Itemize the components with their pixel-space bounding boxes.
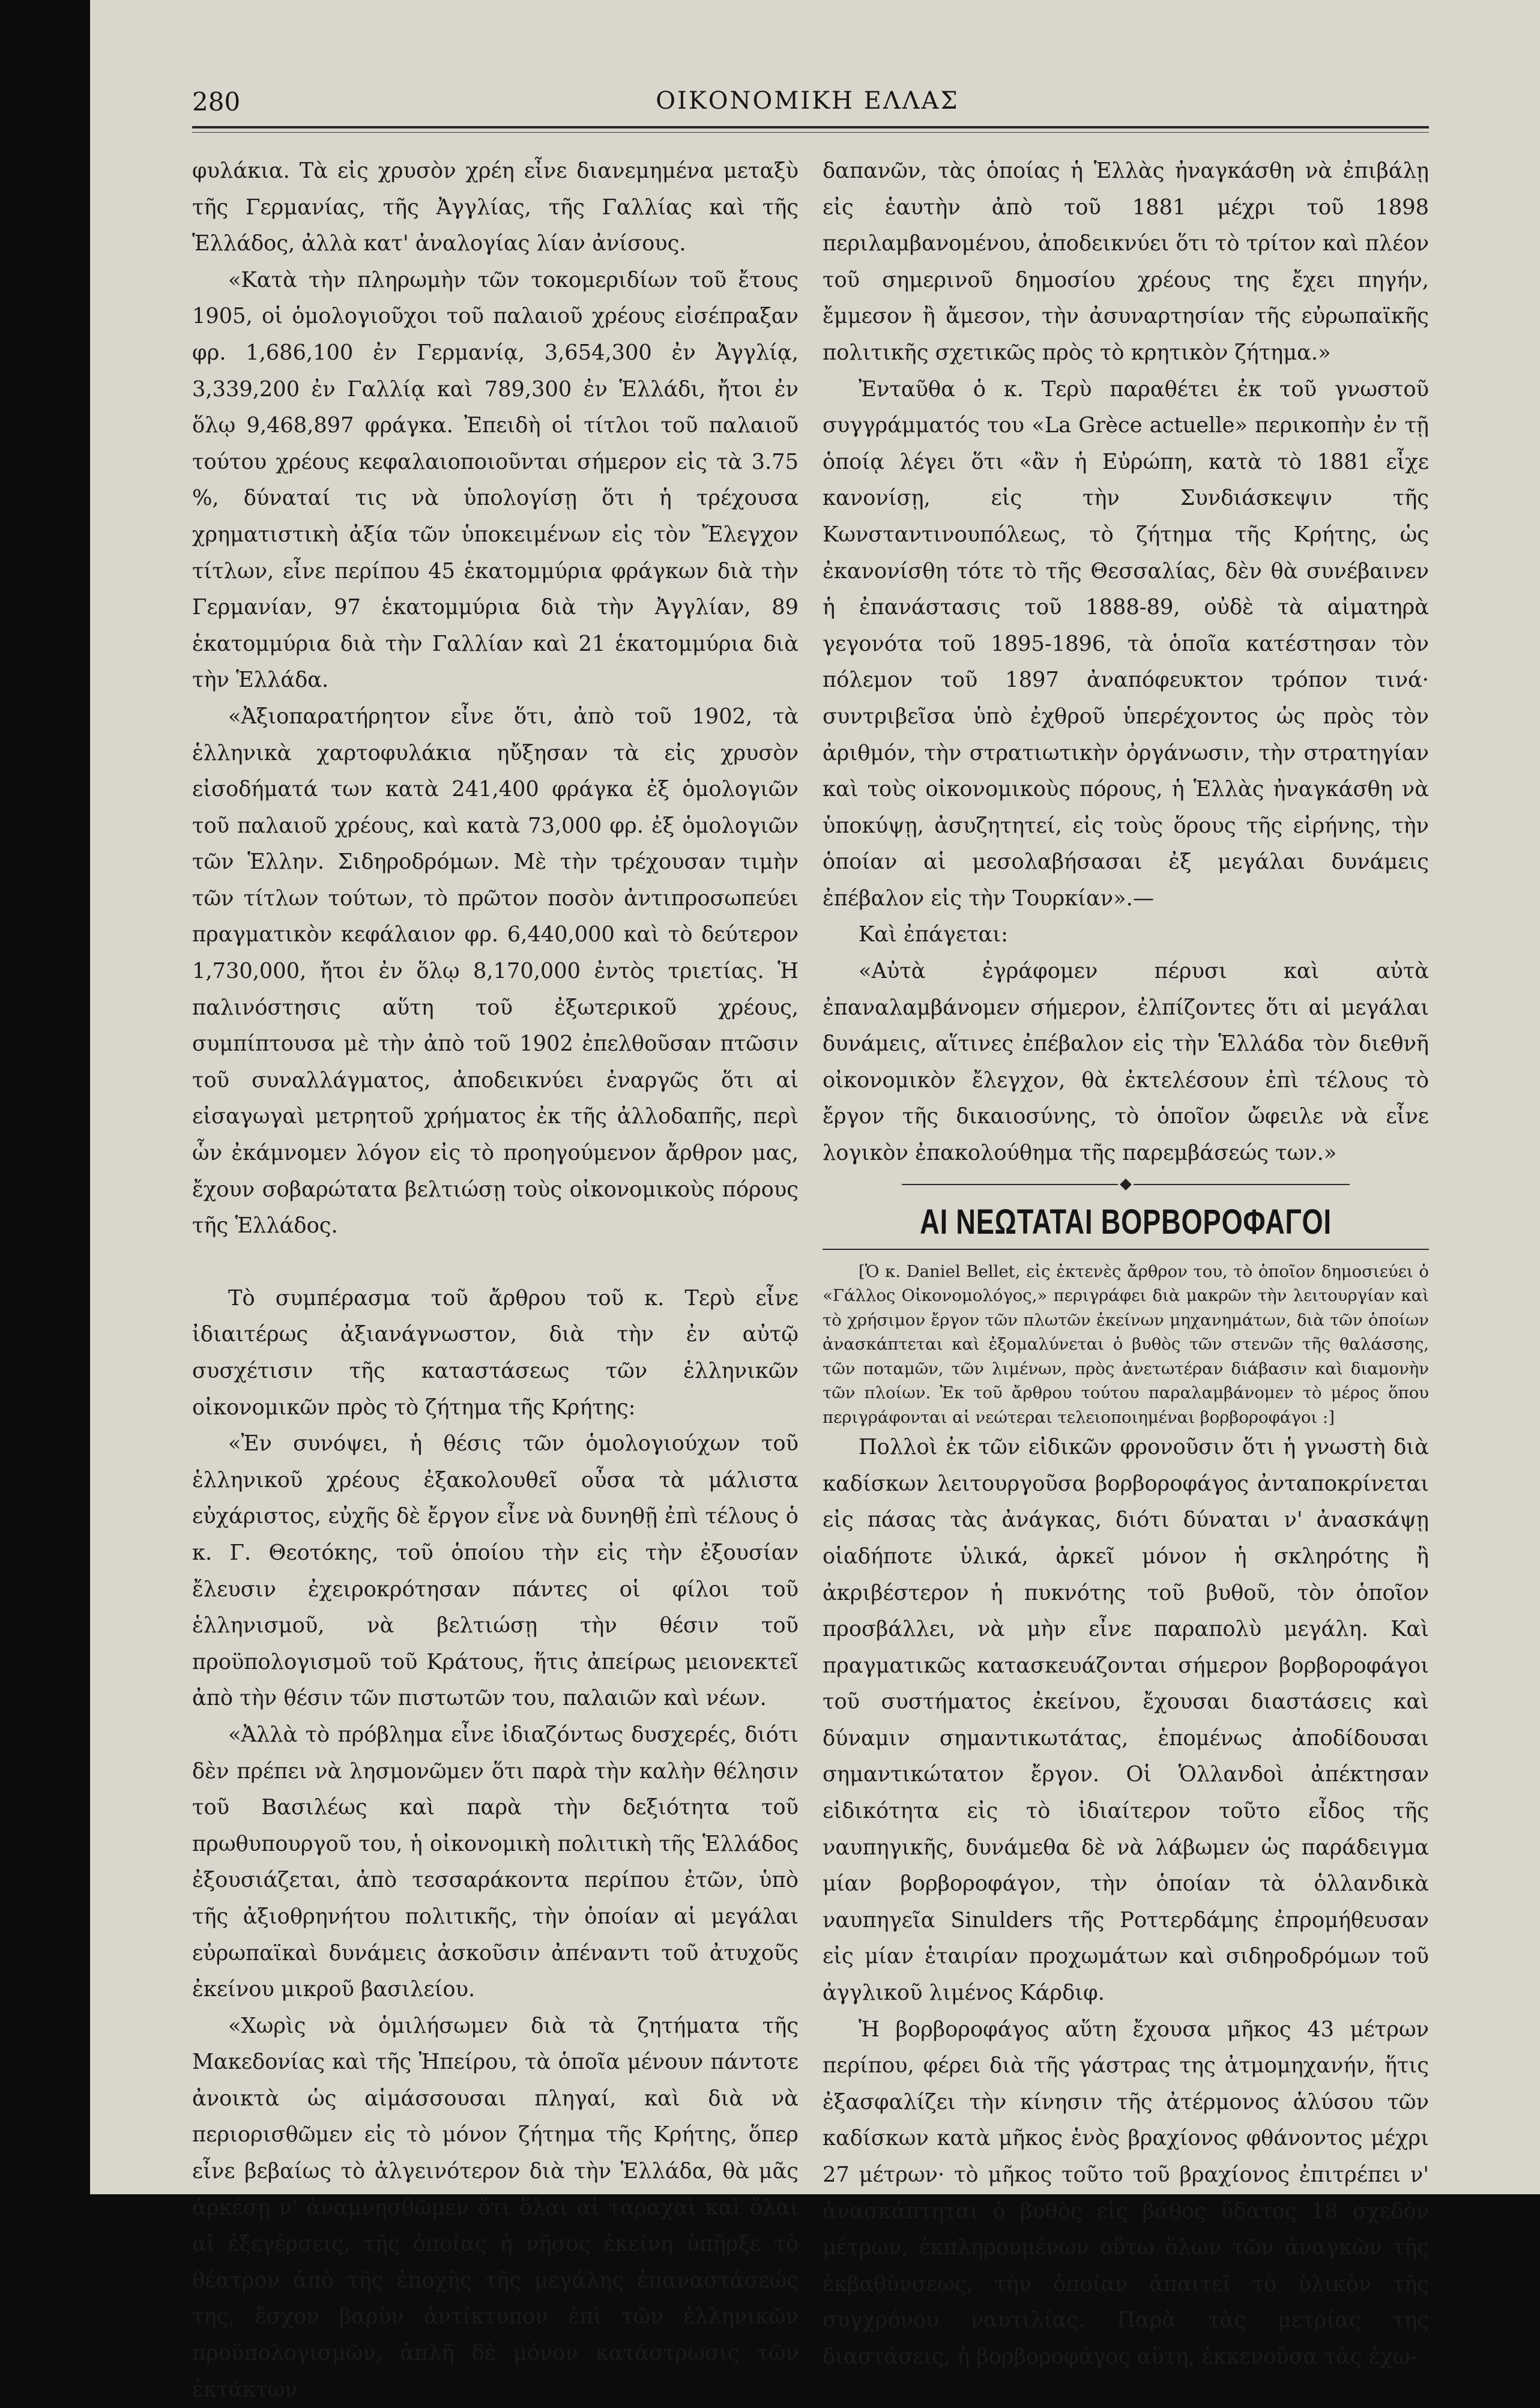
header-rule: [192, 126, 1429, 128]
paragraph: «Κατὰ τὴν πληρωμὴν τῶν τοκομεριδίων τοῦ ἔτους 1905, οἱ ὁμολογιοῦχοι τοῦ παλαιοῦ χρέους εἰσέπραξαν φρ. 1,686,100 ἐν Γερμανίᾳ, 3,654,300 ἐν Ἀγγλίᾳ, 3,339,200 ἐν Γαλλίᾳ καὶ 789,300 ἐν Ἑλλάδι, ἤτοι ἐν ὅλῳ 9,468,897 φράγκα. Ἐπειδὴ οἱ τίτλοι τοῦ παλαιοῦ τούτου χρέους κεφαλαιοποιοῦνται σήμερον εἰς τὰ 3.75 %, δύναταί τις νὰ ὑπολογίσῃ ὅτι ἡ τρέχουσα χρηματιστικὴ ἀξία τῶν ὑποκειμένων εἰς τὸν Ἔλεγχον τίτλων, εἶνε περίπου 45 ἑκατομμύρια φράγκων διὰ τὴν Γερμανίαν, 97 ἑκατομμύρια διὰ τὴν Ἀγγλίαν, 89 ἑκατομμύρια διὰ τὴν Γαλλίαν καὶ 21 ἑκατομμύρια διὰ τὴν Ἑλλάδα.: [192, 267, 799, 693]
paragraph: Τὸ συμπέρασμα τοῦ ἄρθρου τοῦ κ. Τερὺ εἶνε ἰδιαιτέρως ἀξιανάγνωστον, διὰ τὴν ἐν αὐτῷ συσχέτισιν τῆς καταστάσεως τῶν ἑλληνικῶν οἰκονομικῶν πρὸς τὸ ζήτημα τῆς Κρήτης:: [192, 1285, 799, 1420]
editor-note: [Ὁ κ. Daniel Bellet, εἰς ἐκτενὲς ἄρθρον του, τὸ ὁποῖον δημοσιεύει ὁ «Γάλλος Οἰκονομολόγος,» περιγράφει διὰ μακρῶν τὴν λειτουργίαν καὶ τὸ χρήσιμον ἔργον τῶν πλωτῶν ἐκείνων μηχανημάτων, διὰ τῶν ὁποίων ἀνασκάπτεται καὶ ἐξομαλύνεται ὁ βυθὸς τῶν στενῶν τῆς θαλάσσης, τῶν ποταμῶν, τῶν λιμένων, πρὸς ἀνετωτέραν διάβασιν καὶ διαμονὴν τῶν πλοίων. Ἐκ τοῦ ἄρθρου τούτου παραλαμβάνομεν τὸ μέρος ὅπου περιγράφονται αἱ νεώτεραι τελειοποιημέναι βορβοροφάγοι :]: [823, 1261, 1429, 1427]
section-divider: [823, 1175, 1429, 1193]
paragraph: Καὶ ἐπάγεται:: [859, 922, 1008, 947]
article-title: ΑΙ ΝΕΩΤΑΤΑΙ ΒΟΡΒΟΡΟΦΑΓΟΙ: [920, 1202, 1332, 1242]
paragraph: Ἐνταῦθα ὁ κ. Τερὺ παραθέτει ἐκ τοῦ γνωστοῦ συγγράμματός του «La Grèce actuelle» περικοπὴν ἐν τῇ ὁποίᾳ λέγει ὅτι «ἂν ἡ Εὐρώπη, κατὰ τὸ 1881 εἶχε κανονίσῃ, εἰς τὴν Συνδιάσκεψιν τῆς Κωνσταντινουπόλεως, τὸ ζήτημα τῆς Κρήτης, ὡς ἐκανονίσθη τότε τὸ τῆς Θεσσαλίας, δὲν θὰ συνέβαινεν ἡ ἐπανάστασις τοῦ 1888-89, οὐδὲ τὰ αἱματηρὰ γεγονότα τοῦ 1895-1896, τὰ ὁποῖα κατέστησαν τὸν πόλεμον τοῦ 1897 ἀναπόφευκτον τρόπον τινά· συντριβεῖσα ὑπὸ ἐχθροῦ ὑπερέχοντος ὡς πρὸς τὸν ἀριθμόν, τὴν στρατιωτικὴν ὀργάνωσιν, τὴν στρατηγίαν καὶ τοὺς οἰκονομικοὺς πόρους, ἡ Ἑλλὰς ἠναγκάσθη νὰ ὑποκύψῃ, ἀσυζητητεί, εἰς τοὺς ὅρους τῆς εἰρήνης, τὴν ὁποίαν αἱ μεσολαβήσασαι ἐξ μεγάλαι δυνάμεις ἐπέβαλον εἰς τὴν Τουρκίαν».—: [823, 376, 1429, 911]
left-column: [192, 153, 799, 2402]
right-column: [823, 153, 1429, 2369]
paragraph: δαπανῶν, τὰς ὁποίας ἡ Ἑλλὰς ἠναγκάσθη νὰ ἐπιβάλῃ εἰς ἑαυτὴν ἀπὸ τοῦ 1881 μέχρι τοῦ 1898 περιλαμβανομένου, ἀποδεικνύει ὅτι τὸ τρίτον καὶ πλέον τοῦ σημερινοῦ δημοσίου χρέους της ἔχει πηγήν, ἔμμεσον ἢ ἄμεσον, τὴν ἀσυναρτησίαν τῆς εὐρωπαϊκῆς πολιτικῆς σχετικῶς πρὸς τὸ κρητικὸν ζήτημα.»: [823, 158, 1429, 365]
divider-line: [1134, 1184, 1350, 1185]
paragraph: Πολλοὶ ἐκ τῶν εἰδικῶν φρονοῦσιν ὅτι ἡ γνωστὴ διὰ καδίσκων λειτουργοῦσα βορβοροφάγος ἀνταποκρίνεται εἰς πάσας τὰς ἀνάγκας, διότι δύναται ν' ἀνασκάψῃ οἱαδήποτε ὑλικά, ἀρκεῖ μόνον ἡ σκληρότης ἢ ἀκριβέστερον ἡ πυκνότης τοῦ βυθοῦ, τὸν ὁποῖον προσβάλλει, νὰ μὴν εἶνε παραπολὺ μεγάλη. Καὶ πραγματικῶς κατασκευάζονται σήμερον βορβοροφάγοι τοῦ συστήματος ἐκείνου, ἔχουσαι διαστάσεις καὶ δύναμιν σημαντικωτάτας, ἑπομένως ἀποδίδουσαι σημαντικώτατον ἔργον. Οἱ Ὁλλανδοὶ ἀπέκτησαν εἰδικότητα εἰς τὸ ἰδιαίτερον τοῦτο εἶδος τῆς ναυπηγικῆς, δυνάμεθα δὲ νὰ λάβωμεν ὡς παράδειγμα μίαν βορβοροφάγον, τὴν ὁποίαν τὰ ὁλλανδικὰ ναυπηγεῖα Sinulders τῆς Ροττερδάμης ἐπρομήθευσαν εἰς μίαν ἑταιρίαν προχωμάτων καὶ σιδηροδρόμων τοῦ ἀγγλικοῦ λιμένος Κάρδιφ.: [823, 1435, 1429, 2006]
running-title: ΟΙΚΟΝΟΜΙΚΗ ΕΛΛΑΣ: [656, 87, 959, 115]
paragraph: «Ἀξιοπαρατήρητον εἶνε ὅτι, ἀπὸ τοῦ 1902, τὰ ἑλληνικὰ χαρτοφυλάκια ηὔξησαν τὰ εἰς χρυσὸν εἰσοδήματά των κατὰ 241,400 φράγκα ἐξ ὁμολογιῶν τοῦ παλαιοῦ χρέους, καὶ κατὰ 73,000 φρ. ἐξ ὁμολογιῶν τῶν Ἑλλην. Σιδηροδρόμων. Μὲ τὴν τρέχουσαν τιμὴν τῶν τίτλων τούτων, τὸ πρῶτον ποσὸν ἀντιπροσωπεύει πραγματικὸν κεφάλαιον φρ. 6,440,000 καὶ τὸ δεύτερον 1,730,000, ἤτοι ἐν ὅλῳ 8,170,000 ἐντὸς τριετίας. Ἡ παλινόστησις αὕτη τοῦ ἐξωτερικοῦ χρέους, συμπίπτουσα μὲ τὴν ἀπὸ τοῦ 1902 ἐπελθοῦσαν πτῶσιν τοῦ συναλλάγματος, ἀποδεικνύει ἐναργῶς ὅτι αἱ εἰσαγωγαὶ μετρητοῦ χρήματος ἐκ τῆς ἀλλοδαπῆς, περὶ ὧν ἐκάμνομεν λόγον εἰς τὸ προηγούμενον ἄρθρον μας, ἔχουν σοβαρώτατα βελτιώσῃ τοὺς οἰκονομικοὺς πόρους τῆς Ἑλλάδος.: [192, 704, 799, 1239]
paragraph: «Αὐτὰ ἐγράφομεν πέρυσι καὶ αὐτὰ ἐπαναλαμβάνομεν σήμερον, ἐλπίζοντες ὅτι αἱ μεγάλαι δυνάμεις, αἵτινες ἐπέβαλον εἰς τὴν Ἑλλάδα τὸν διεθνῆ οἰκονομικὸν ἔλεγχον, θὰ ἐκτελέσουν ἐπὶ τέλους τὸ ἔργον τῆς δικαιοσύνης, τὸ ὁποῖον ὤφειλε νὰ εἶνε λογικὸν ἐπακολούθημα τῆς παρεμβάσεώς των.»: [823, 959, 1429, 1166]
paragraph: φυλάκια. Τὰ εἰς χρυσὸν χρέη εἶνε διανεμημένα μεταξὺ τῆς Γερμανίας, τῆς Ἀγγλίας, τῆς Γαλλίας καὶ τῆς Ἑλλάδος, ἀλλὰ κατ' ἀναλογίας λίαν ἀνίσους.: [192, 158, 799, 256]
paragraph: «Ἀλλὰ τὸ πρόβλημα εἶνε ἰδιαζόντως δυσχερές, διότι δὲν πρέπει νὰ λησμονῶμεν ὅτι παρὰ τὴν καλὴν θέλησιν τοῦ Βασιλέως καὶ παρὰ τὴν δεξιότητα τοῦ πρωθυπουργοῦ του, ἡ οἰκονομικὴ πολιτικὴ τῆς Ἑλλάδος ἐξουσιάζεται, ἀπὸ τεσσαράκοντα περίπου ἐτῶν, ὑπὸ τῆς ἀξιοθρηνήτου πολιτικῆς, τὴν ὁποίαν αἱ μεγάλαι εὐρωπαϊκαὶ δυνάμεις ἀσκοῦσιν ἀπέναντι τοῦ ἀτυχοῦς ἐκείνου μικροῦ βασιλείου.: [192, 1722, 799, 2002]
divider-ornament-icon: [1120, 1178, 1132, 1190]
page-number: 280: [192, 87, 241, 116]
paragraph-gap: [192, 1245, 799, 1281]
paragraph: «Χωρὶς νὰ ὁμιλήσωμεν διὰ τὰ ζητήματα τῆς Μακεδονίας καὶ τῆς Ἠπείρου, τὰ ὁποῖα μένουν πάντοτε ἀνοικτὰ ὡς αἱμάσσουσαι πληγαί, καὶ διὰ νὰ περιορισθῶμεν εἰς τὸ μόνον ζήτημα τῆς Κρήτης, ὅπερ εἶνε βεβαίως τὸ ἀλγεινότερον διὰ τὴν Ἑλλάδα, θὰ μᾶς ἀρκέσῃ ν' ἀναμνησθῶμεν ὅτι ὅλαι αἱ ταραχαὶ καὶ ὅλαι αἱ ἐξεγέρσεις, τῆς ὁποίας ἡ νῆσος ἐκείνη ὑπῆρξε τὸ θέατρον ἀπὸ τῆς ἐποχῆς τῆς μεγάλης ἐπαναστάσεώς της, ἔσχον βαρὺν ἀντίκτυπον ἐπὶ τῶν ἑλληνικῶν προϋπολογισμῶν, ἁπλῆ δὲ μόνον κατάστρωσις τῶν ἐκτάκτων: [192, 2013, 799, 2402]
paragraph: Ἡ βορβοροφάγος αὕτη ἔχουσα μῆκος 43 μέτρων περίπου, φέρει διὰ τῆς γάστρας της ἀτμομηχανήν, ἥτις ἐξασφαλίζει τὴν κίνησιν τῆς ἀτέρμονος ἁλύσου τῶν καδίσκων κατὰ μῆκος ἑνὸς βραχίονος φθάνοντος μέχρι 27 μέτρων· τὸ μῆκος τοῦτο τοῦ βραχίονος ἐπιτρέπει ν' ἀνασκάπτηται ὁ βυθὸς εἰς βάθος ὕδατος 18 σχεδὸν μέτρων, ἐκπληρουμένων οὕτω ὅλων τῶν ἀναγκῶν τῆς ἐκβαθύνσεως, τὴν ὁποίαν ἀπαιτεῖ τὸ ὑλικὸν τῆς συγχρόνου ναυτιλίας. Παρὰ τὰς μετρίας της διαστάσεις, ἡ βορβοροφάγος αὕτη, ἐκκενοῦσα τὰς ἐχω-: [823, 2017, 1429, 2369]
page: [90, 0, 1540, 2402]
title-rule: [823, 1249, 1429, 1250]
divider-line: [902, 1184, 1118, 1185]
header-rule-thin: [192, 132, 1429, 133]
paragraph: «Ἐν συνόψει, ἡ θέσις τῶν ὁμολογιούχων τοῦ ἑλληνικοῦ χρέους ἐξακολουθεῖ οὖσα τὰ μάλιστα εὐχάριστος, εὐχῆς δὲ ἔργον εἶνε νὰ δυνηθῇ ἐπὶ τέλους ὁ κ. Γ. Θεοτόκης, τοῦ ὁποίου τὴν εἰς τὴν ἐξουσίαν ἔλευσιν ἐχειροκρότησαν πάντες οἱ φίλοι τοῦ ἑλληνισμοῦ, νὰ βελτιώσῃ τὴν θέσιν τοῦ προϋπολογισμοῦ τοῦ Κράτους, ἥτις ἀπείρως μειονεκτεῖ ἀπὸ τὴν θέσιν τῶν πιστωτῶν του, παλαιῶν καὶ νέων.: [192, 1431, 799, 1711]
